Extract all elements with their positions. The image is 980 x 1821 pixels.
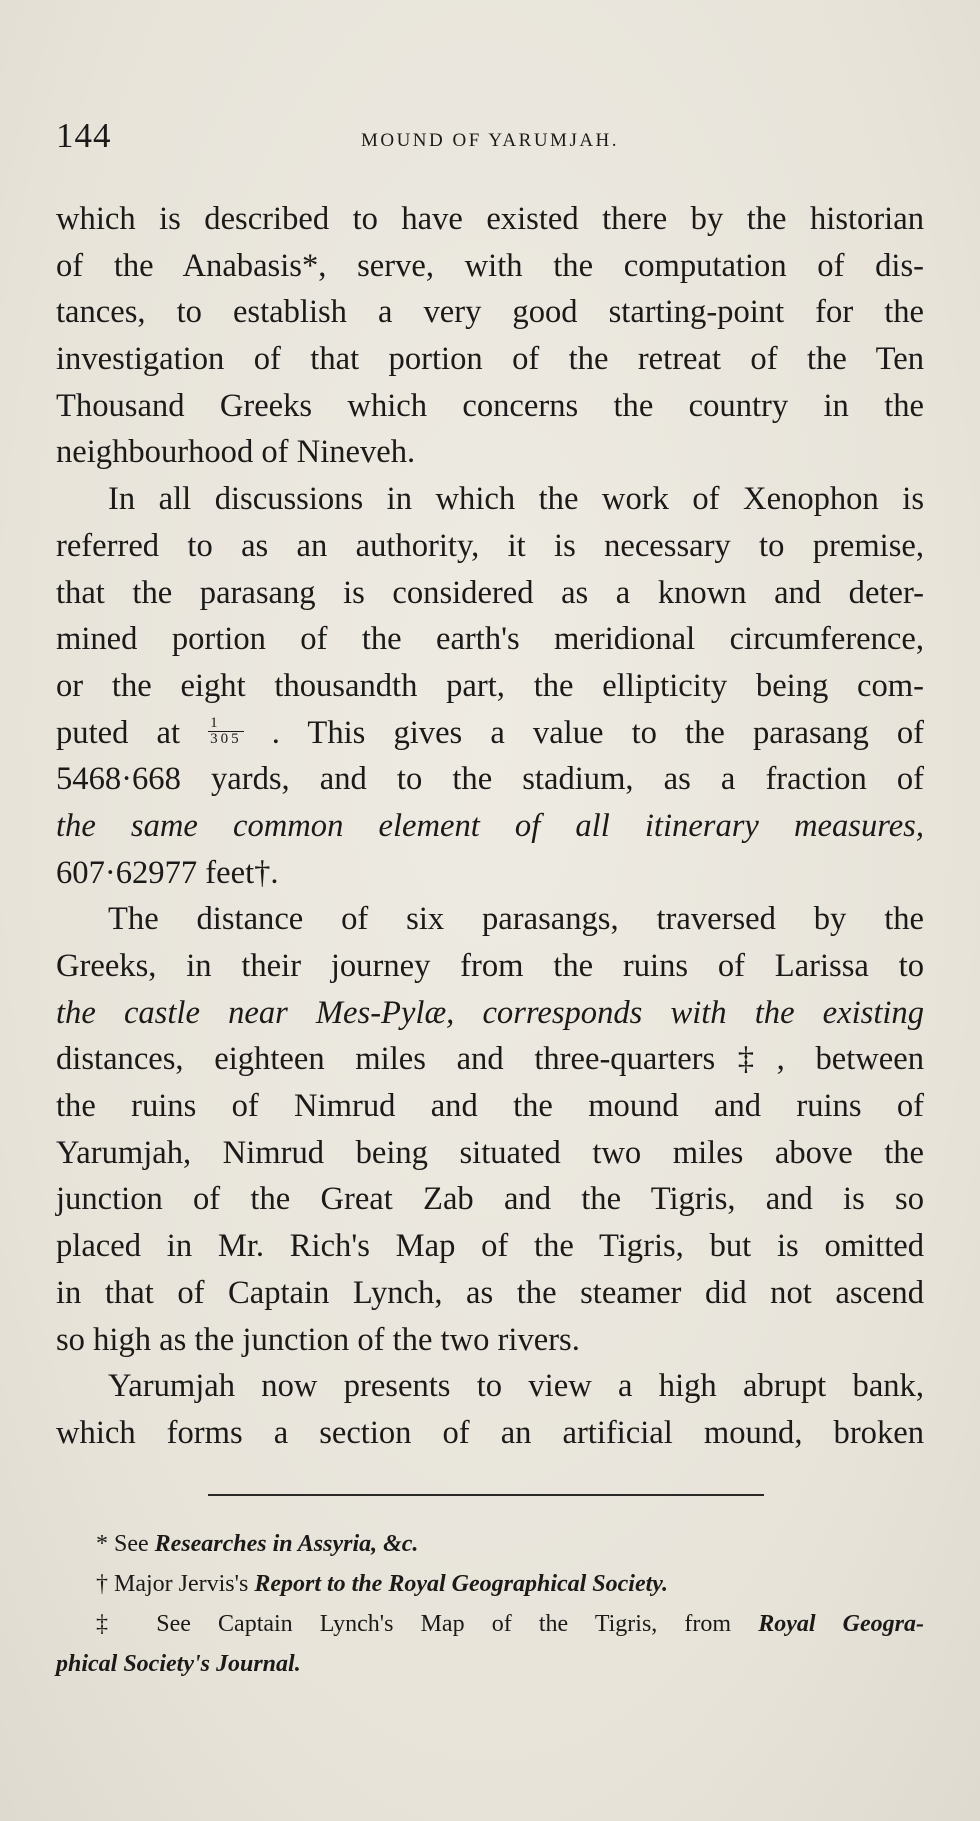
footnote-title: Report to the Royal Geographical Society.: [254, 1571, 669, 1597]
text-line: in that of Captain Lynch, as the steamer did not ascend: [56, 1274, 924, 1311]
page-header: [56, 116, 924, 164]
fraction-denominator: 305: [210, 730, 242, 747]
footnote-text: * See: [96, 1531, 149, 1557]
text-line: or the eight thousandth part, the ellipticity being com-: [56, 667, 924, 704]
text-line: placed in Mr. Rich's Map of the Tigris, but is omitted: [56, 1228, 924, 1265]
text-line: investigation of that portion of the retreat of the Ten: [56, 341, 924, 378]
text-line: Greeks, in their journey from the ruins of Larissa to: [56, 948, 924, 984]
footnote-text: ‡ See Captain Lynch's Map of the Tigris, from: [96, 1611, 732, 1637]
text-line: the same common element of all itinerary measures,: [56, 807, 924, 844]
footnote-2: [56, 1564, 924, 1604]
running-head: MOUND OF YARUMJAH.: [360, 130, 620, 151]
footnotes: [56, 1524, 924, 1684]
footnote-title: Royal Geogra-: [758, 1611, 924, 1637]
body-text: [56, 196, 924, 1457]
text-line: Thousand Greeks which concerns the country in the: [56, 387, 924, 424]
text-line: neighbourhood of Nineveh.: [56, 434, 416, 471]
text-line: which forms a section of an artificial mound, broken: [56, 1414, 924, 1451]
footnote-title: Researches in Assyria, &c.: [154, 1531, 419, 1557]
text-line: 607·62977 feet†.: [56, 854, 279, 891]
fraction: [208, 716, 244, 747]
footnote-text: † Major Jervis's: [96, 1571, 249, 1597]
page-number: 144: [56, 116, 112, 155]
text-line: mined portion of the earth's meridional circumference,: [56, 621, 924, 658]
text-line: distances, eighteen miles and three-quarters‡, between: [56, 1041, 924, 1078]
footnote-title: phical Society's Journal.: [56, 1651, 301, 1677]
text-line: 5468·668 yards, and to the stadium, as a fraction of: [56, 761, 924, 798]
text-fragment: puted at: [56, 714, 181, 751]
footnote-3-continued: [56, 1644, 924, 1684]
text-line: which is described to have existed there by the historian: [56, 201, 924, 237]
fraction-numerator: 1: [208, 716, 244, 732]
text-line: tances, to establish a very good starting-point for the: [56, 294, 924, 331]
text-line-with-fraction: [56, 710, 924, 757]
text-line: of the Anabasis*, serve, with the computation of dis-: [56, 247, 924, 284]
text-line: In all discussions in which the work of Xenophon is: [108, 481, 924, 518]
footnote-3: [56, 1604, 924, 1644]
text-line: the ruins of Nimrud and the mound and ruins of: [56, 1088, 924, 1125]
text-line: that the parasang is considered as a known and deter-: [56, 574, 924, 611]
footnote-1: [56, 1524, 924, 1564]
text-line: The distance of six parasangs, traversed by the: [108, 901, 924, 938]
text-line: so high as the junction of the two rivers.: [56, 1321, 580, 1358]
text-line: Yarumjah, Nimrud being situated two miles above the: [56, 1134, 924, 1171]
text-fragment: . This gives a value to the parasang of: [271, 714, 924, 751]
text-line: the castle near Mes-Pylæ, corresponds with the existing: [56, 994, 924, 1031]
text-line: Yarumjah now presents to view a high abrupt bank,: [108, 1368, 924, 1405]
text-line: referred to as an authority, it is necessary to premise,: [56, 527, 924, 564]
footnote-divider: [208, 1494, 764, 1496]
text-line: junction of the Great Zab and the Tigris, and is so: [56, 1181, 924, 1218]
